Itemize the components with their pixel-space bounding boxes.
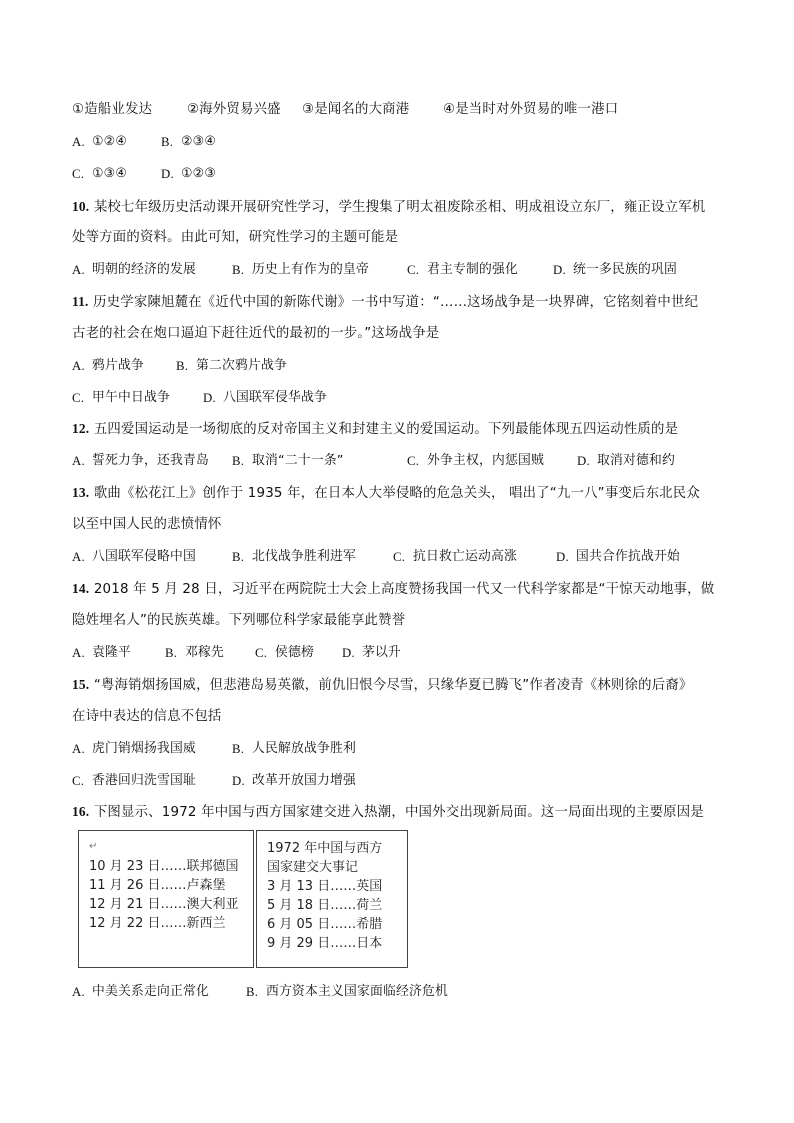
option-letter: C. — [393, 550, 406, 564]
diplomacy-table-left — [78, 830, 254, 968]
q9-item: ③是闻名的大商港 — [302, 102, 410, 117]
option-letter: C. — [72, 167, 85, 181]
q16-stem-line1 — [72, 803, 704, 822]
question-text: 某校七年级历史活动课开展研究性学习，学生搜集了明太祖废除丞相、明成祖设立东厂，雍正设立军机 — [93, 200, 706, 215]
table-title: 国家建交大事记 — [267, 860, 359, 875]
question-number: 15. — [72, 677, 90, 692]
option-text: 第二次鸦片战争 — [196, 358, 287, 373]
option-text: ①②④ — [92, 134, 128, 149]
option-text: 取消“二十一条” — [252, 453, 344, 468]
option-text: 抗日救亡运动高涨 — [413, 549, 517, 564]
option-text: 取消对德和约 — [597, 453, 675, 468]
option-text: ①③④ — [92, 166, 128, 181]
option-letter: D. — [232, 774, 245, 788]
option-letter: B. — [232, 263, 245, 277]
q11-stem-line2: 古老的社会在炮口逼迫下赶往近代的最初的一步。”这场战争是 — [72, 326, 440, 341]
q13-stem-line1 — [72, 484, 700, 503]
paragraph-mark: ↵ — [89, 841, 98, 852]
option-text: 八国联军侵华战争 — [223, 390, 327, 405]
option-text: 北伐战争胜利进军 — [252, 549, 356, 564]
diplomacy-table-right — [256, 830, 408, 968]
q11-stem-line1 — [72, 293, 698, 312]
option-text: 誓死力争，还我青岛 — [92, 453, 209, 468]
q9-item: ④是当时对外贸易的唯一港口 — [443, 102, 619, 117]
option-text: 虎门销烟扬我国威 — [92, 741, 196, 756]
q10-stem-line1 — [72, 198, 705, 217]
option-letter: A. — [72, 742, 85, 756]
question-text: “粤海销烟扬国威，但悲港岛易英徽，前仇旧恨今尽雪，只缘华夏已腾飞”作者凌青《林则徐的后裔》 — [93, 678, 693, 693]
option-text: 君主专制的强化 — [427, 262, 518, 277]
option-text: 西方资本主义国家面临经济危机 — [266, 984, 448, 999]
option-text: 袁隆平 — [92, 645, 131, 660]
q9-item: ①造船业发达 — [72, 102, 153, 117]
table-row: 3 月 13 日……英国 — [267, 879, 383, 894]
table-row: 12 月 22 日……新西兰 — [89, 916, 226, 931]
table-row: 11 月 26 日……卢森堡 — [89, 878, 226, 893]
option-letter: B. — [232, 550, 245, 564]
option-letter: D. — [556, 550, 569, 564]
q14-stem-line1 — [72, 580, 714, 599]
option-letter: A. — [72, 646, 85, 660]
option-letter: A. — [72, 359, 85, 373]
option-letter: B. — [232, 742, 245, 756]
q15-stem-line1 — [72, 676, 692, 695]
option-letter: C. — [72, 774, 85, 788]
option-letter: D. — [161, 167, 174, 181]
question-text: 下图显示、1972 年中国与西方国家建交进入热潮，中国外交出现新局面。这一局面出现的主要原因是 — [93, 805, 704, 820]
question-number: 16. — [72, 804, 90, 819]
q13-stem-line2: 以至中国人民的悲愤情怀 — [72, 517, 222, 532]
option-text: 邓稼先 — [185, 645, 224, 660]
q10-stem-line2: 处等方面的资料。由此可知，研究性学习的主题可能是 — [72, 230, 399, 245]
question-text: 2018 年 5 月 28 日，习近平在两院院士大会上高度赞扬我国一代又一代科学家都是“干惊天动地事，做 — [93, 582, 715, 597]
option-text: ②③④ — [181, 134, 217, 149]
question-number: 11. — [72, 294, 89, 309]
table-title: 1972 年中国与西方 — [267, 841, 383, 856]
option-letter: D. — [342, 646, 355, 660]
option-text: 茅以升 — [362, 645, 401, 660]
option-text: 中美关系走向正常化 — [92, 984, 209, 999]
option-letter: D. — [553, 263, 566, 277]
option-letter: A. — [72, 454, 85, 468]
option-letter: D. — [203, 391, 216, 405]
option-text: 鸦片战争 — [92, 358, 144, 373]
q14-stem-line2: 隐姓埋名人”的民族英雄。下列哪位科学家最能享此赞誉 — [72, 613, 406, 628]
table-row: 10 月 23 日……联邦德国 — [89, 859, 239, 874]
option-text: 改革开放国力增强 — [252, 773, 356, 788]
question-text: 历史学家陳旭麓在《近代中国的新陈代谢》一书中写道：“……这场战争是一块界碑，它铭刻着中世纪 — [93, 295, 699, 310]
option-letter: C. — [407, 263, 420, 277]
table-row: 5 月 18 日……荷兰 — [267, 898, 383, 913]
option-text: 国共合作抗战开始 — [576, 549, 680, 564]
option-text: 八国联军侵略中国 — [92, 549, 196, 564]
option-letter: A. — [72, 263, 85, 277]
option-letter: B. — [232, 454, 245, 468]
option-text: 香港回归洗雪国耻 — [92, 773, 196, 788]
option-text: 甲午中日战争 — [92, 390, 170, 405]
table-row: 6 月 05 日……希腊 — [267, 917, 383, 932]
option-letter: A. — [72, 550, 85, 564]
question-number: 12. — [72, 421, 90, 436]
option-letter: A. — [72, 985, 85, 999]
table-row: 12 月 21 日……澳大利亚 — [89, 897, 239, 912]
question-text: 歌曲《松花江上》创作于 1935 年，在日本人大举侵略的危急关头， 唱出了“九一八”事变后东北民众 — [93, 486, 700, 501]
option-text: 人民解放战争胜利 — [252, 741, 356, 756]
option-letter: D. — [577, 454, 590, 468]
option-text: 统一多民族的巩固 — [573, 262, 677, 277]
option-text: ①②③ — [181, 166, 217, 181]
option-letter: C. — [72, 391, 85, 405]
option-letter: C. — [407, 454, 420, 468]
option-letter: B. — [176, 359, 189, 373]
question-number: 14. — [72, 581, 90, 596]
option-text: 明朝的经济的发展 — [92, 262, 196, 277]
table-row: 9 月 29 日……日本 — [267, 936, 383, 951]
q15-stem-line2: 在诗中表达的信息不包括 — [72, 709, 222, 724]
option-letter: B. — [246, 985, 259, 999]
option-letter: C. — [255, 646, 268, 660]
question-number: 10. — [72, 199, 90, 214]
question-number: 13. — [72, 485, 90, 500]
option-text: 外争主权，内惩国贼 — [427, 453, 544, 468]
option-text: 侯德榜 — [275, 645, 314, 660]
question-text: 五四爱国运动是一场彻底的反对帝国主义和封建主义的爱国运动。下列最能体现五四运动性质的是 — [93, 422, 679, 437]
option-letter: B. — [161, 135, 174, 149]
option-letter: B. — [165, 646, 178, 660]
option-letter: A. — [72, 135, 85, 149]
q12-stem-line1 — [72, 420, 678, 439]
option-text: 历史上有作为的皇帝 — [252, 262, 369, 277]
q9-item: ②海外贸易兴盛 — [187, 102, 281, 117]
